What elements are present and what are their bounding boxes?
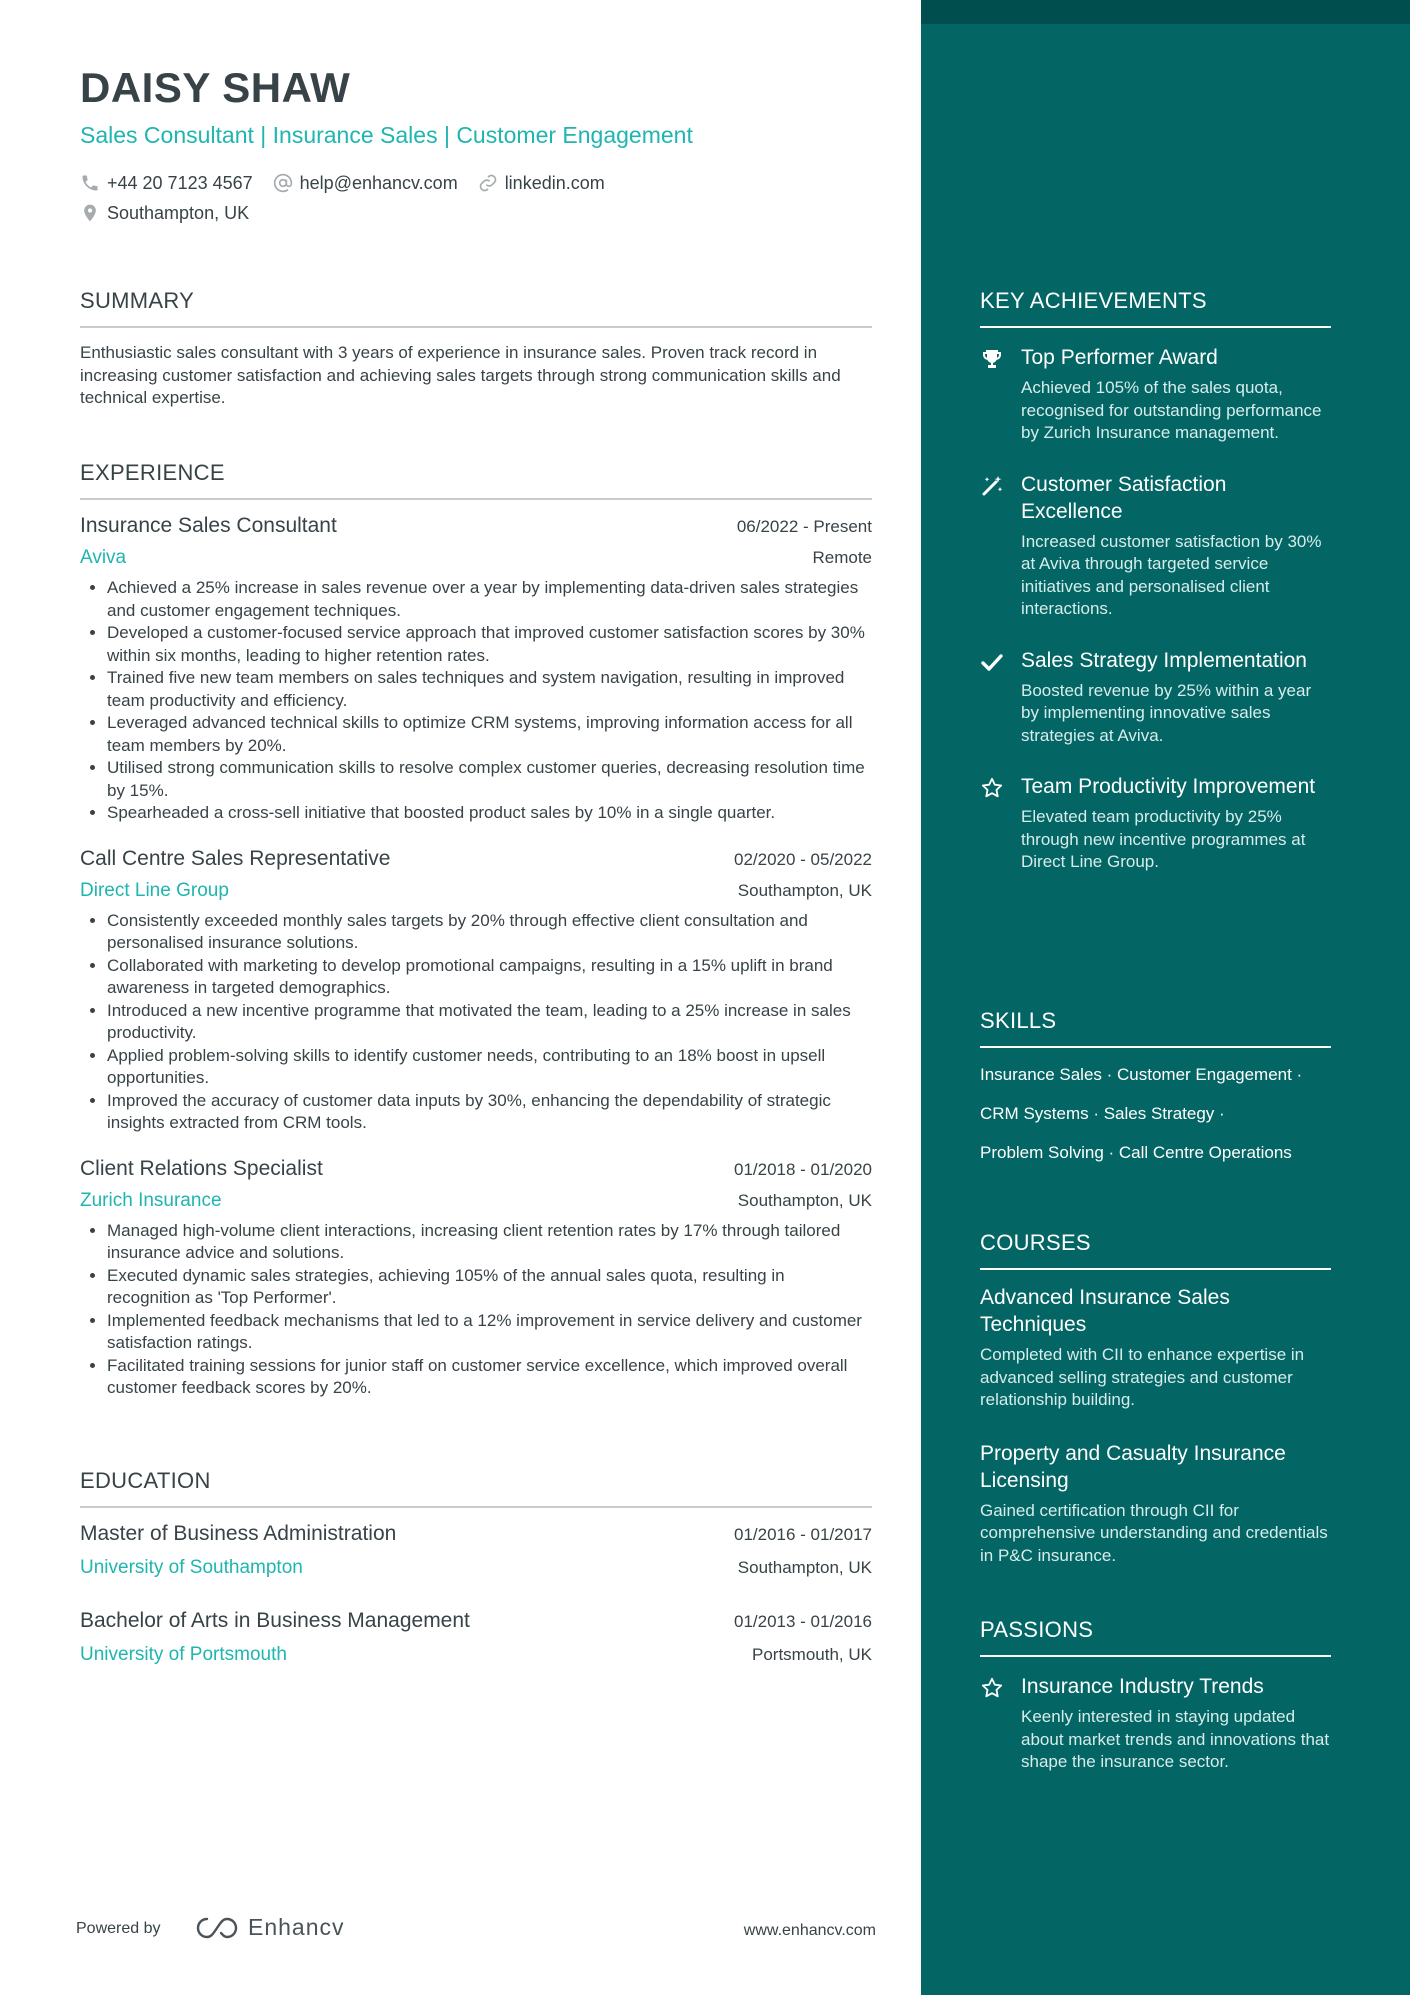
achievement-description: Achieved 105% of the sales quota, recognised for outstanding performance by Zurich Insurance management. bbox=[1021, 378, 1322, 442]
enhancv-logo[interactable] bbox=[194, 1914, 345, 1941]
education-dates: 01/2016 - 01/2017 bbox=[733, 1525, 872, 1544]
section-divider bbox=[980, 326, 1331, 328]
job-title: Client Relations Specialist bbox=[80, 1156, 323, 1180]
section-divider bbox=[980, 1046, 1331, 1048]
bullet-item: • Facilitated training sessions for junior staff on customer service excellence, which improved overall customer feedback scores by 20%. bbox=[107, 1355, 872, 1400]
course-item bbox=[980, 1440, 1331, 1568]
achievement-description: Elevated team productivity by 25% through new incentive programmes at Direct Line Group. bbox=[1021, 807, 1306, 871]
course-description: Gained certification through CII for comprehensive understanding and credentials in P&C insurance. bbox=[980, 1500, 1328, 1565]
bullet-item: • Achieved a 25% increase in sales revenue over a year by implementing data-driven sales strategies and customer engagement techniques. bbox=[107, 577, 872, 622]
powered-by-label: Powered by bbox=[76, 1920, 161, 1937]
job-location: Remote bbox=[812, 548, 872, 567]
passion-title: Insurance Industry Trends bbox=[1021, 1675, 1264, 1698]
achievement-title: Customer Satisfaction Excellence bbox=[1021, 472, 1227, 523]
job-bullets bbox=[80, 577, 872, 825]
sidebar bbox=[921, 0, 1410, 1995]
phone-icon bbox=[80, 173, 100, 193]
course-item bbox=[980, 1284, 1331, 1412]
link-icon bbox=[478, 173, 498, 193]
achievement-description: Increased customer satisfaction by 30% at Aviva through targeted service initiatives and personalised client interactions. bbox=[1021, 531, 1322, 618]
company-name: Direct Line Group bbox=[80, 879, 229, 901]
website-link[interactable]: www.enhancv.com bbox=[743, 1922, 876, 1939]
section-divider bbox=[80, 326, 872, 328]
school-name: University of Southampton bbox=[80, 1557, 303, 1578]
linkedin-contact[interactable] bbox=[478, 173, 605, 194]
sidebar-top-band bbox=[921, 0, 1410, 24]
bullet-item: • Trained five new team members on sales techniques and system navigation, resulting in improved team productivity and efficiency. bbox=[107, 667, 872, 712]
job-location: Southampton, UK bbox=[737, 880, 872, 900]
section-title: SKILLS bbox=[980, 1008, 1057, 1033]
job-title: Call Centre Sales Representative bbox=[80, 846, 391, 870]
school-location: Southampton, UK bbox=[737, 1558, 872, 1577]
location-contact bbox=[80, 203, 249, 224]
skills-section bbox=[980, 1008, 1331, 1179]
infinity-logo-icon bbox=[194, 1915, 240, 1941]
candidate-name: DAISY SHAW bbox=[80, 64, 351, 111]
bullet-item: • Improved the accuracy of customer data inputs by 30%, enhancing the dependability of strategic insights extracted from CRM tools. bbox=[107, 1090, 872, 1135]
email-address: help@enhancv.com bbox=[299, 172, 458, 193]
contact-info bbox=[80, 170, 625, 230]
phone-number: +44 20 7123 4567 bbox=[107, 172, 253, 193]
section-divider bbox=[980, 1268, 1331, 1270]
phone-contact[interactable] bbox=[80, 173, 253, 194]
degree-title: Bachelor of Arts in Business Management bbox=[80, 1609, 470, 1632]
email-contact[interactable] bbox=[273, 173, 458, 194]
job-dates: 02/2020 - 05/2022 bbox=[733, 849, 872, 869]
achievement-item bbox=[980, 773, 1331, 874]
footer bbox=[76, 1910, 876, 1950]
section-title: EDUCATION bbox=[80, 1468, 211, 1493]
bullet-item: • Applied problem-solving skills to identify customer needs, contributing to an 18% boost in upsell opportunities. bbox=[107, 1045, 872, 1090]
section-title: KEY ACHIEVEMENTS bbox=[980, 288, 1207, 313]
headline: Sales Consultant | Insurance Sales | Customer Engagement bbox=[80, 122, 693, 148]
education-dates: 01/2013 - 01/2016 bbox=[733, 1612, 872, 1631]
company-name: Zurich Insurance bbox=[80, 1189, 222, 1211]
location-pin-icon bbox=[80, 203, 100, 223]
bullet-item: • Collaborated with marketing to develop promotional campaigns, resulting in a 15% uplift in brand awareness in targeted demographics. bbox=[107, 955, 872, 1000]
achievement-title: Top Performer Award bbox=[1021, 346, 1218, 369]
bullet-item: • Managed high-volume client interactions, increasing client retention rates by 17% through tailored insurance advice and solutions. bbox=[107, 1220, 872, 1265]
bullet-item: • Consistently exceeded monthly sales targets by 20% through effective client consultation and personalised insurance solutions. bbox=[107, 910, 872, 955]
wand-icon bbox=[980, 474, 1004, 498]
at-icon bbox=[273, 173, 293, 193]
bullet-item: • Utilised strong communication skills to resolve complex customer queries, decreasing resolution time by 15%. bbox=[107, 757, 872, 802]
skills-line: CRM Systems · Sales Strategy · bbox=[980, 1104, 1225, 1123]
job-dates: 01/2018 - 01/2020 bbox=[733, 1159, 872, 1179]
education-entry bbox=[80, 1609, 872, 1666]
section-divider bbox=[80, 498, 872, 500]
check-icon bbox=[980, 650, 1004, 674]
job-bullets bbox=[80, 910, 872, 1135]
achievement-item bbox=[980, 647, 1331, 748]
skills-line: Problem Solving · Call Centre Operations bbox=[980, 1143, 1292, 1162]
job-entry bbox=[80, 1157, 872, 1400]
school-location: Portsmouth, UK bbox=[752, 1645, 872, 1664]
bullet-item: • Introduced a new incentive programme that motivated the team, leading to a 25% increase in sales productivity. bbox=[107, 1000, 872, 1045]
section-title: COURSES bbox=[980, 1230, 1091, 1255]
achievement-description: Boosted revenue by 25% within a year by implementing innovative sales strategies at Aviva. bbox=[1021, 680, 1312, 745]
education-entry bbox=[80, 1522, 872, 1579]
course-title: Advanced Insurance Sales Techniques bbox=[980, 1286, 1230, 1336]
section-divider bbox=[980, 1655, 1331, 1657]
experience-section bbox=[80, 460, 872, 1400]
job-bullets bbox=[80, 1220, 872, 1400]
achievement-item bbox=[980, 471, 1331, 621]
job-location: Southampton, UK bbox=[737, 1190, 872, 1210]
degree-title: Master of Business Administration bbox=[80, 1522, 397, 1545]
passion-item bbox=[980, 1673, 1331, 1774]
summary-section bbox=[80, 288, 872, 410]
summary-text: Enthusiastic sales consultant with 3 years of experience in insurance sales. Proven track record in increasing customer satisfaction and achieving sales targets through strong communication skills and technical expertise. bbox=[80, 343, 841, 407]
location-text: Southampton, UK bbox=[107, 202, 250, 223]
achievement-item bbox=[980, 344, 1331, 445]
bullet-item: • Implemented feedback mechanisms that led to a 12% improvement in service delivery and customer satisfaction ratings. bbox=[107, 1310, 872, 1355]
linkedin-url: linkedin.com bbox=[504, 172, 605, 193]
company-name: Aviva bbox=[80, 547, 127, 568]
bullet-item: • Leveraged advanced technical skills to optimize CRM systems, improving information access for all team members by 20%. bbox=[107, 712, 872, 757]
job-title: Insurance Sales Consultant bbox=[80, 514, 337, 537]
star-icon bbox=[980, 1676, 1004, 1700]
course-title: Property and Casualty Insurance Licensing bbox=[980, 1441, 1286, 1492]
school-name: University of Portsmouth bbox=[80, 1644, 287, 1665]
skills-list bbox=[980, 1062, 1331, 1179]
brand-name: Enhancv bbox=[248, 1914, 345, 1940]
bullet-item: • Spearheaded a cross-sell initiative that boosted product sales by 10% in a single quarter. bbox=[107, 802, 872, 825]
section-title: SUMMARY bbox=[80, 288, 195, 313]
section-title: EXPERIENCE bbox=[80, 460, 225, 485]
achievement-title: Team Productivity Improvement bbox=[1021, 775, 1316, 798]
section-divider bbox=[80, 1506, 872, 1508]
achievement-title: Sales Strategy Implementation bbox=[1021, 648, 1307, 672]
star-icon bbox=[980, 776, 1004, 800]
courses-section bbox=[980, 1230, 1331, 1567]
job-dates: 06/2022 - Present bbox=[736, 517, 872, 536]
bullet-item: • Developed a customer-focused service approach that improved customer satisfaction scores by 30% within six months, leading to higher retention rates. bbox=[107, 622, 872, 667]
skills-line: Insurance Sales · Customer Engagement · bbox=[980, 1065, 1303, 1084]
education-section bbox=[80, 1468, 872, 1666]
section-title: PASSIONS bbox=[980, 1617, 1094, 1642]
passion-description: Keenly interested in staying updated about market trends and innovations that shape the insurance sector. bbox=[1021, 1707, 1330, 1771]
trophy-icon bbox=[980, 347, 1004, 371]
passions-section bbox=[980, 1617, 1331, 1774]
bullet-item: • Executed dynamic sales strategies, achieving 105% of the annual sales quota, resulting in recognition as 'Top Performer'. bbox=[107, 1265, 872, 1310]
job-entry bbox=[80, 514, 872, 825]
achievements-section bbox=[980, 288, 1331, 874]
course-description: Completed with CII to enhance expertise in advanced selling strategies and customer relationship building. bbox=[980, 1345, 1305, 1409]
job-entry bbox=[80, 847, 872, 1135]
